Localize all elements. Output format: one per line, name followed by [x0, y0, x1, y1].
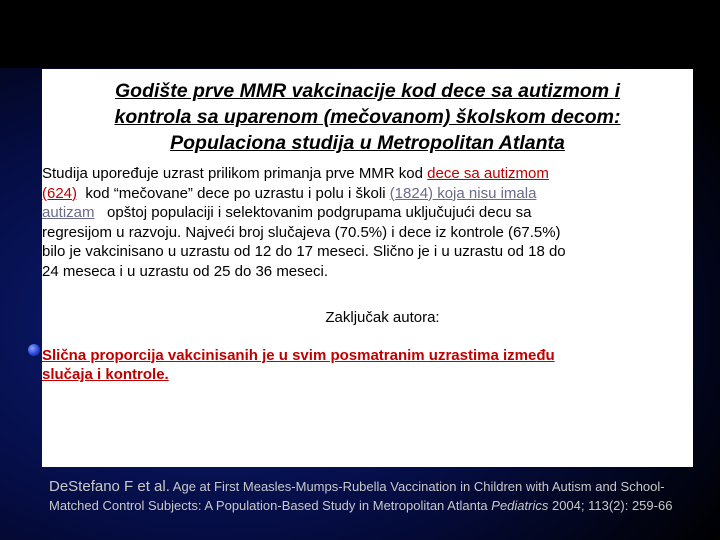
bullet-dot-icon — [28, 344, 40, 356]
citation-title: Age at First Measles-Mumps-Rubella Vaccination in Children with Autism and School-Matched Control Subjects: A Population-Based Study in Metropolitan Atlanta — [49, 479, 665, 513]
content-card — [42, 69, 693, 467]
cases-highlight: dece sa autizmom — [427, 165, 549, 182]
conclusion-label: Zaključak autora: — [325, 308, 440, 326]
text-segment: opštoj populaciji i selektovanim podgrupama uključujući decu sa — [94, 204, 532, 222]
cases-count: (624) — [42, 184, 78, 202]
citation — [49, 478, 709, 515]
top-black-band — [0, 0, 720, 68]
title-line-3: Populaciona studija u Metropolitan Atlanta — [170, 132, 565, 154]
controls-highlight: (1824) koja nisu imala — [389, 184, 537, 202]
conclusion-text — [42, 346, 687, 385]
study-description — [42, 164, 687, 282]
paragraph-line-2 — [42, 184, 687, 204]
citation-volume: 2004; 113(2): 259-66 — [548, 497, 673, 513]
paragraph-line-4: regresijom u razvoju. Najveći broj slučajeva (70.5%) i dece iz kontrole (67.5%) — [42, 223, 561, 241]
slide-title — [42, 78, 687, 156]
citation-author: DeStefano F et al. — [49, 478, 170, 495]
conclusion-line-2: slučaja i kontrole. — [42, 366, 169, 384]
title-line-2: kontrola sa uparenom (mečovanom) školskom decom: — [114, 106, 621, 128]
text-segment: Studija upoređuje uzrast prilikom primanja prve MMR kod — [42, 165, 428, 182]
controls-highlight-end: autizam — [42, 204, 95, 222]
conclusion-line-1: Slična proporcija vakcinisanih je u svim posmatranim uzrastima između — [42, 346, 555, 364]
citation-journal: Pediatrics — [491, 497, 549, 513]
paragraph-line-1 — [42, 164, 687, 184]
paragraph-line-6: 24 meseca i u uzrastu od 25 do 36 meseci. — [42, 262, 328, 280]
paragraph-line-3 — [42, 203, 687, 223]
paragraph-line-5: bilo je vakcinisano u uzrastu od 12 do 17 meseci. Slično je i u uzrastu od 18 do — [42, 243, 566, 261]
text-segment: kod “mečovane” dece po uzrastu i polu i školi — [77, 184, 390, 202]
title-line-1: Godište prve MMR vakcinacije kod dece sa autizmom i — [114, 80, 620, 102]
